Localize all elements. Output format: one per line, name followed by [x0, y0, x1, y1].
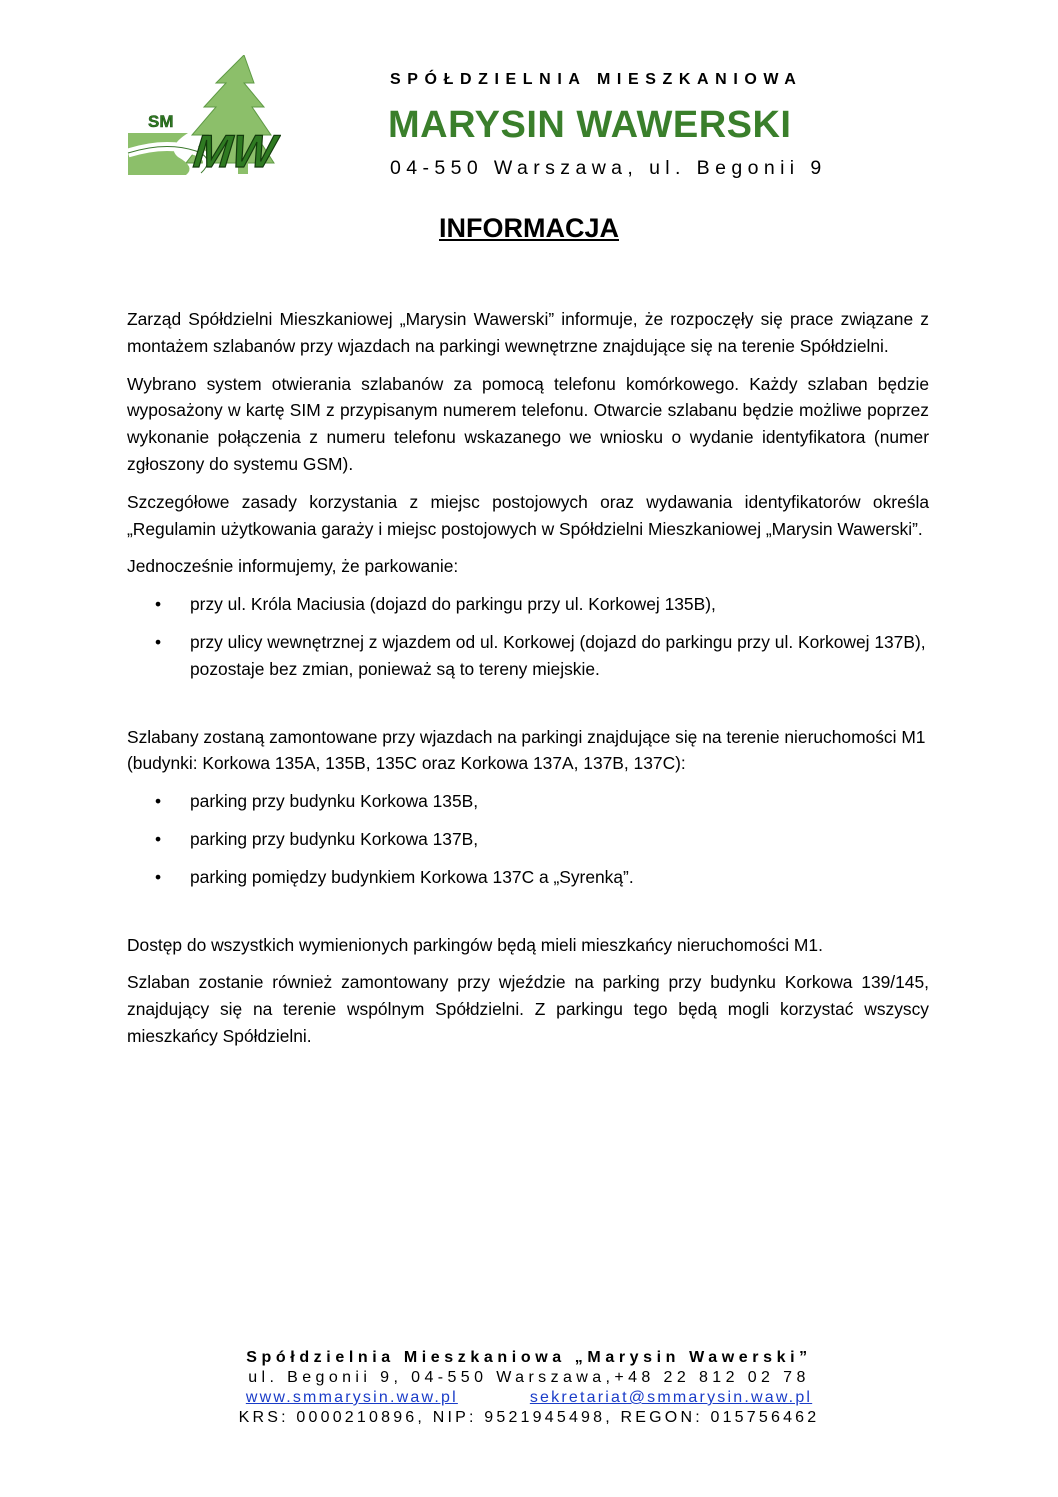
bullet-icon: •	[155, 791, 162, 812]
website-link[interactable]: www.smmarysin.waw.pl	[245, 1389, 458, 1406]
paragraph: Zarząd Spółdzielni Mieszkaniowej „Marysin Wawerski” informuje, że rozpoczęły się prace związane z montażem szlabanów przy wjazdach na parkingi wewnętrzne znajdujące się na terenie Spółdzielni.	[127, 309, 929, 356]
list-item: • przy ul. Króla Maciusia (dojazd do parkingu przy ul. Korkowej 135B),	[127, 591, 929, 618]
footer-contacts	[0, 1388, 1058, 1408]
barrier-list	[127, 788, 929, 890]
org-name: MARYSIN WAWERSKI	[388, 104, 792, 146]
bullet-icon: •	[155, 866, 162, 887]
footer-registration: KRS: 0000210896, NIP: 9521945498, REGON: 015756462	[238, 1409, 820, 1426]
footer-org-name: Spółdzielnia Mieszkaniowa „Marysin Wawerski”	[246, 1349, 812, 1366]
bullet-icon: •	[155, 828, 162, 849]
paragraph: Szczegółowe zasady korzystania z miejsc postojowych oraz wydawania identyfikatorów określa „Regulamin użytkowania garaży i miejsc postojowych w Spółdzielni Mieszkaniowej „Marysin Wawerski”.	[127, 491, 929, 539]
org-label: SPÓŁDZIELNIA MIESZKANIOWA	[390, 71, 803, 88]
footer	[0, 1348, 1058, 1428]
logo-mw-text: MW	[191, 125, 279, 177]
paragraph: Szlaban zostanie również zamontowany przy wjeździe na parking przy budynku Korkowa 139/145, znajdujący się na terenie wspólnym Spółdzielni. Z parkingu tego będą mogli korzystać wszyscy mieszkańcy Spółdzielni.	[127, 972, 929, 1046]
paragraph: Szlabany zostaną zamontowane przy wjazdach na parkingi znajdujące się na terenie nieruchomości M1 (budynki: Korkowa 135A, 135B, 135C oraz Korkowa 137A, 137B, 137C):	[127, 726, 926, 774]
list-item: • parking przy budynku Korkowa 137B,	[127, 826, 929, 853]
list-item: • parking pomiędzy budynkiem Korkowa 137C a „Syrenką”.	[127, 864, 929, 891]
bullet-icon: •	[155, 631, 162, 652]
document-title: INFORMACJA	[439, 213, 619, 243]
footer-address: ul. Begonii 9, 04-550 Warszawa,+48 22 812 02 78	[248, 1369, 810, 1386]
cooperative-logo	[126, 55, 281, 180]
bullet-icon: •	[155, 594, 162, 615]
logo-sm-text: SM	[148, 112, 174, 131]
org-address: 04-550 Warszawa, ul. Begonii 9	[390, 157, 827, 179]
email-link[interactable]: sekretariat@smmarysin.waw.pl	[529, 1389, 813, 1406]
document-body	[127, 306, 929, 1061]
list-item: • przy ulicy wewnętrznej z wjazdem od ul. Korkowej (dojazd do parkingu przy ul. Korkowej 137B), pozostaje bez zmian, ponieważ są to tereny miejskie.	[127, 629, 929, 683]
paragraph: Jednocześnie informujemy, że parkowanie:	[127, 556, 459, 577]
paragraph: Wybrano system otwierania szlabanów za pomocą telefonu komórkowego. Każdy szlaban będzie wyposażony w kartę SIM z przypisanym numerem telefonu. Otwarcie szlabanu będzie możliwe poprzez wykonanie połączenia z numeru telefonu wskazanego we wniosku o wydanie identyfikatora (numer zgłoszony do systemu GSM).	[127, 373, 929, 474]
parking-list	[127, 591, 929, 682]
paragraph: Dostęp do wszystkich wymienionych parkingów będą mieli mieszkańcy nieruchomości M1.	[127, 934, 823, 955]
list-item: • parking przy budynku Korkowa 135B,	[127, 788, 929, 815]
